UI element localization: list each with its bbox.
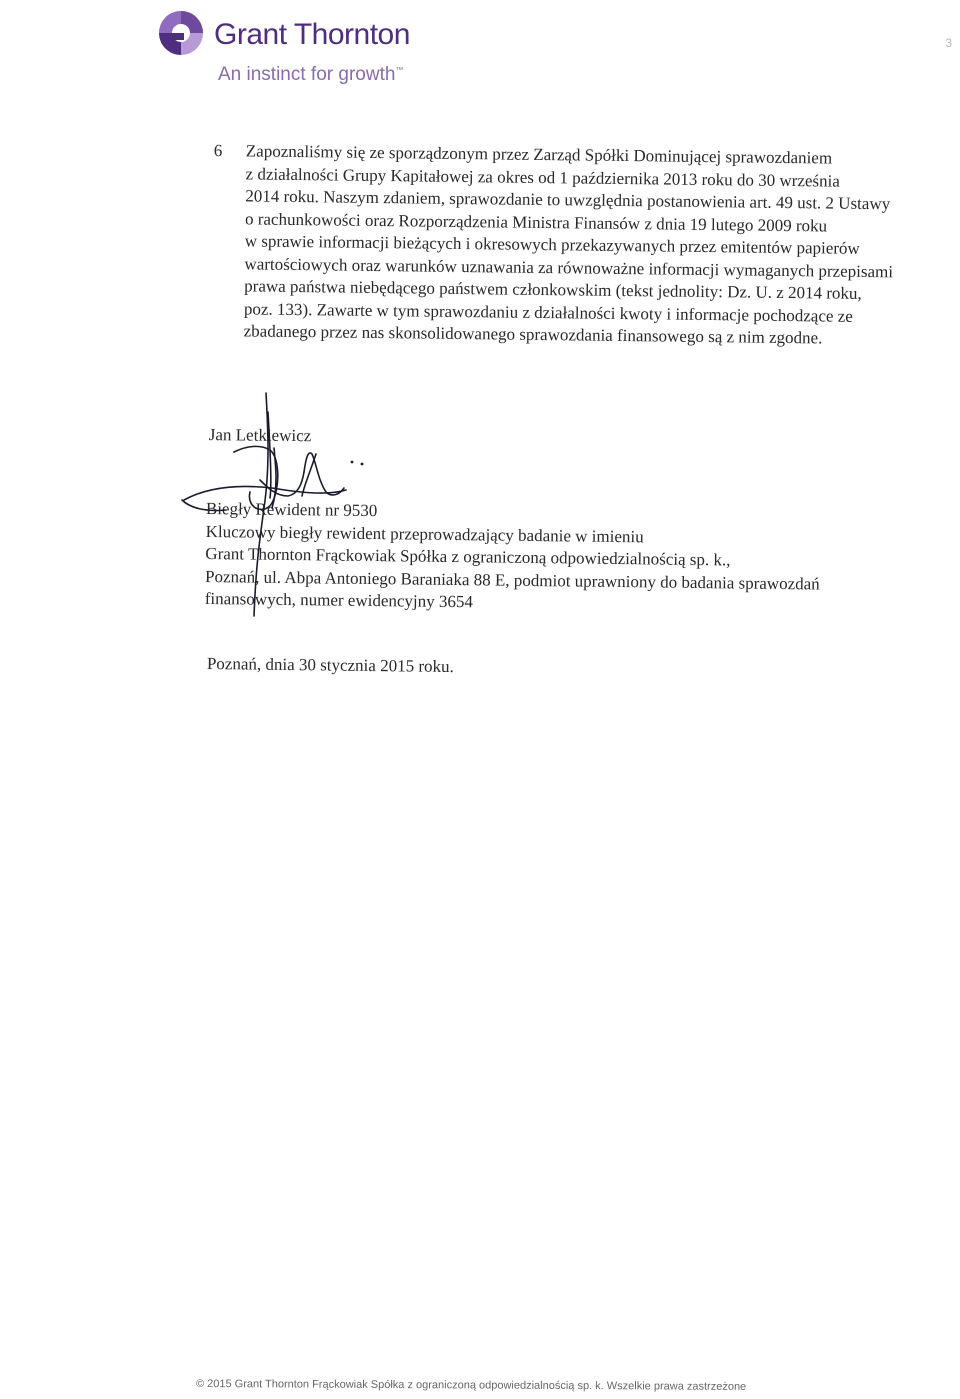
auditor-firm: Grant Thornton Frąckowiak Spółka z ograniczoną odpowiedzialnością sp. k., bbox=[205, 543, 731, 570]
handwritten-signature bbox=[176, 388, 376, 618]
auditor-address: Poznań, ul. Abpa Antoniego Baraniaka 88 E, podmiot uprawniony do badania sprawozdań bbox=[204, 566, 820, 593]
opinion-paragraph bbox=[213, 140, 944, 348]
company-name: Grant Thornton bbox=[214, 18, 410, 51]
paragraph-line: Zapoznaliśmy się ze sporządzonym przez Zarząd Spółki Dominującej sprawozdaniem bbox=[245, 141, 833, 168]
auditor-role: Kluczowy biegły rewident przeprowadzający badanie w imieniu bbox=[205, 521, 644, 546]
paragraph-line: 2014 roku. Naszym zdaniem, sprawozdanie to uwzględnia postanowienia art. 49 ust. 2 Ustawy bbox=[245, 186, 891, 214]
auditor-license: Biegły Rewident nr 9530 bbox=[205, 498, 378, 521]
paragraph-line: prawa państwa niebędącego państwem członkowskim (tekst jednolity: Dz. U. z 2014 roku, bbox=[244, 276, 862, 303]
copyright-footer: © 2015 Grant Thornton Frąckowiak Spółka z ograniczoną odpowiedzialnością sp. k. Wszelkie prawa zastrzeżone bbox=[195, 1378, 747, 1393]
paragraph-number: 6 bbox=[213, 140, 223, 161]
auditor-name: Jan Letkiewicz bbox=[208, 425, 312, 446]
page-number: 3 bbox=[945, 36, 952, 50]
paragraph-line: zbadanego przez nas skonsolidowanego sprawozdania finansowego są z nim zgodne. bbox=[243, 321, 823, 348]
paragraph-line: poz. 133). Zawarte w tym sprawozdaniu z działalności kwoty i informacje pochodzące ze bbox=[243, 298, 853, 326]
paragraph-line: z działalności Grupy Kapitałowej za okres od 1 października 2013 roku do 30 września bbox=[245, 163, 840, 191]
grant-thornton-logo-icon bbox=[158, 10, 204, 56]
company-logo bbox=[158, 8, 418, 98]
paragraph-line: w sprawie informacji bieżących i okresowych przekazywanych przez emitentów papierów bbox=[244, 231, 860, 258]
paragraph-line: o rachunkowości oraz Rozporządzenia Ministra Finansów z dnia 19 lutego 2009 roku bbox=[244, 208, 828, 235]
auditor-registration: finansowych, numer ewidencyjny 3654 bbox=[204, 588, 474, 612]
paragraph-line: wartościowych oraz warunków uznawania za równoważne informacji wymaganych przepisami bbox=[244, 253, 894, 281]
signing-date: Poznań, dnia 30 stycznia 2015 roku. bbox=[206, 654, 454, 677]
paragraph-text bbox=[244, 140, 918, 351]
company-tagline: An instinct for growth™ bbox=[218, 64, 404, 85]
